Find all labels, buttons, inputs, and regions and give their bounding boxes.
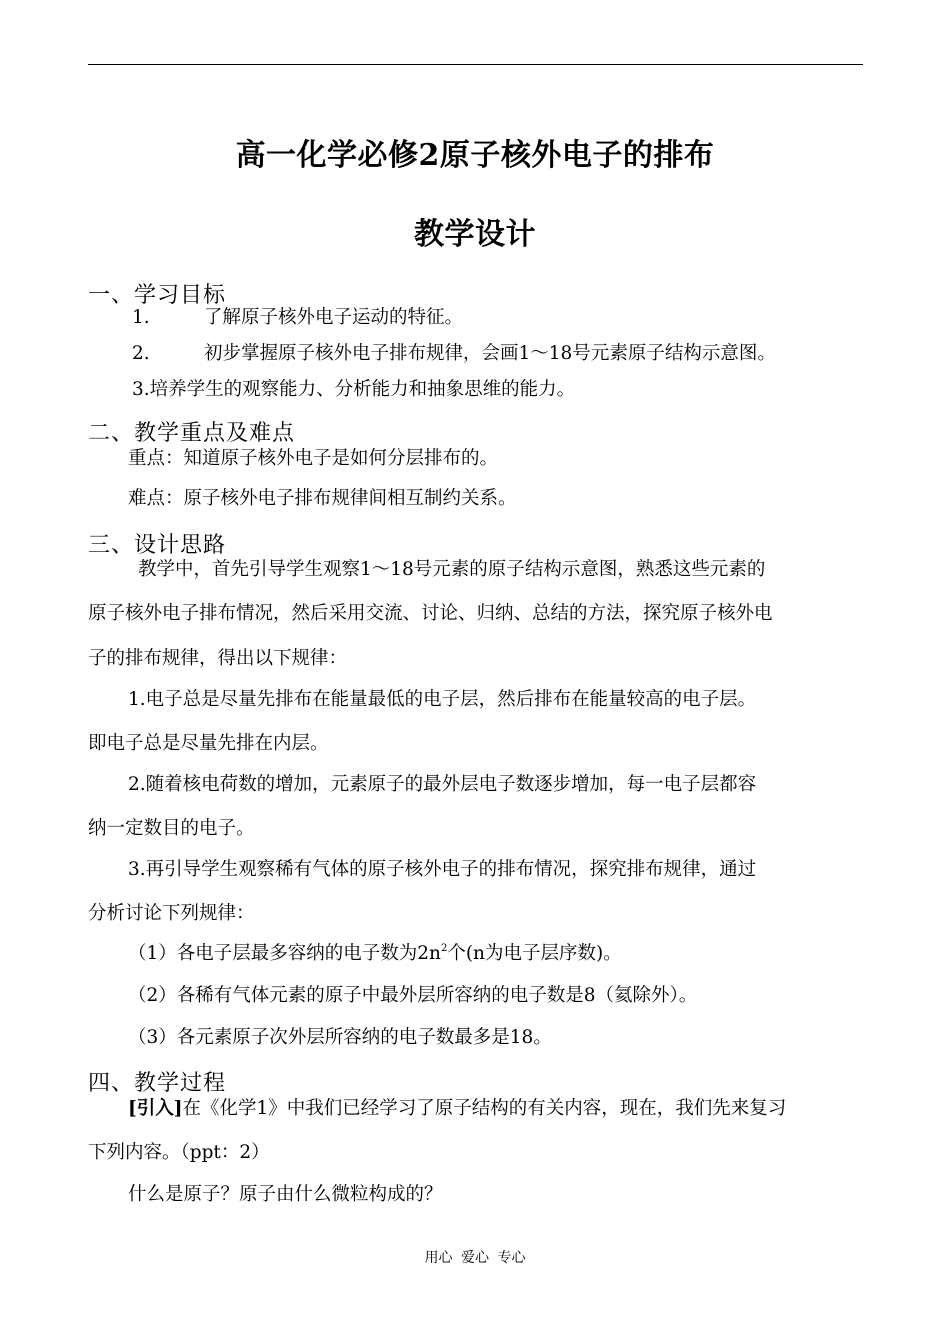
design-intro-line-2: 原子核外电子排布情况，然后采用交流、讨论、归纳、总结的方法，探究原子核外电 [88,603,773,624]
objective-item-3 [132,377,907,403]
rule-2-line-1: 2.随着核电荷数的增加，元素原子的最外层电子数逐步增加，每一电子层都容 [128,774,757,795]
section-heading-design: 三、设计思路 [88,533,227,558]
section-heading-key-points: 二、教学重点及难点 [88,421,296,446]
rule-1-line-1: 1.电子总是尽量先排布在能量最低的电子层，然后排布在能量较高的电子层。 [128,689,757,710]
difficulty-text: 难点：原子核外电子排布规律间相互制约关系。 [128,488,517,509]
superscript-2: 2 [440,943,448,954]
intro-label: [引入] [128,1098,183,1119]
section-heading-objectives: 一、学习目标 [88,283,227,308]
design-intro-line-1: 教学中，首先引导学生观察1～18号元素的原子结构示意图，熟悉这些元素的 [138,559,766,580]
process-intro-line-1 [128,1096,903,1122]
process-intro-line-2: 下列内容。（ppt：2） [88,1142,270,1163]
sub-rule-2: （2）各稀有气体元素的原子中最外层所容纳的电子数是8（氦除外）。 [128,985,698,1006]
header-rule [88,64,863,65]
objective-item-1 [132,305,907,331]
objective-text: 了解原子核外电子运动的特征。 [204,307,464,328]
sub-rule-1 [128,941,903,967]
page-footer: 用心 爱心 专心 [424,1250,526,1266]
rule-3-line-2: 分析讨论下列规律： [88,903,255,924]
document-subtitle: 教学设计 [414,217,536,252]
objective-item-2 [132,341,907,367]
design-intro-line-3: 子的排布规律，得出以下规律： [88,648,348,669]
key-point-text: 重点：知道原子核外电子是如何分层排布的。 [128,448,499,469]
sub-rule-3: （3）各元素原子次外层所容纳的电子数最多是18。 [128,1027,552,1048]
rule-3-line-1: 3.再引导学生观察稀有气体的原子核外电子的排布情况，探究排布规律，通过 [128,859,757,880]
document-title: 高一化学必修2原子核外电子的排布 [235,138,715,173]
rule-2-line-2: 纳一定数目的电子。 [88,818,255,839]
objective-number: 1. [132,307,150,328]
rule-1-line-2: 即电子总是尽量先排在内层。 [88,733,329,754]
intro-text: 在《化学1》中我们已经学习了原子结构的有关内容，现在，我们先来复习 [182,1098,787,1119]
section-heading-process: 四、教学过程 [88,1071,227,1096]
sub-rule-1-text: （1）各电子层最多容纳的电子数为2n [128,943,441,964]
objective-number: 3. [132,379,150,400]
objective-text: 培养学生的观察能力、分析能力和抽象思维的能力。 [149,379,576,400]
objective-text: 初步掌握原子核外电子排布规律，会画1～18号元素原子结构示意图。 [204,343,776,364]
sub-rule-1-suffix: 个(n为电子层序数)。 [447,943,622,964]
objective-number: 2. [132,343,150,364]
process-question: 什么是原子？原子由什么微粒构成的？ [128,1184,443,1205]
